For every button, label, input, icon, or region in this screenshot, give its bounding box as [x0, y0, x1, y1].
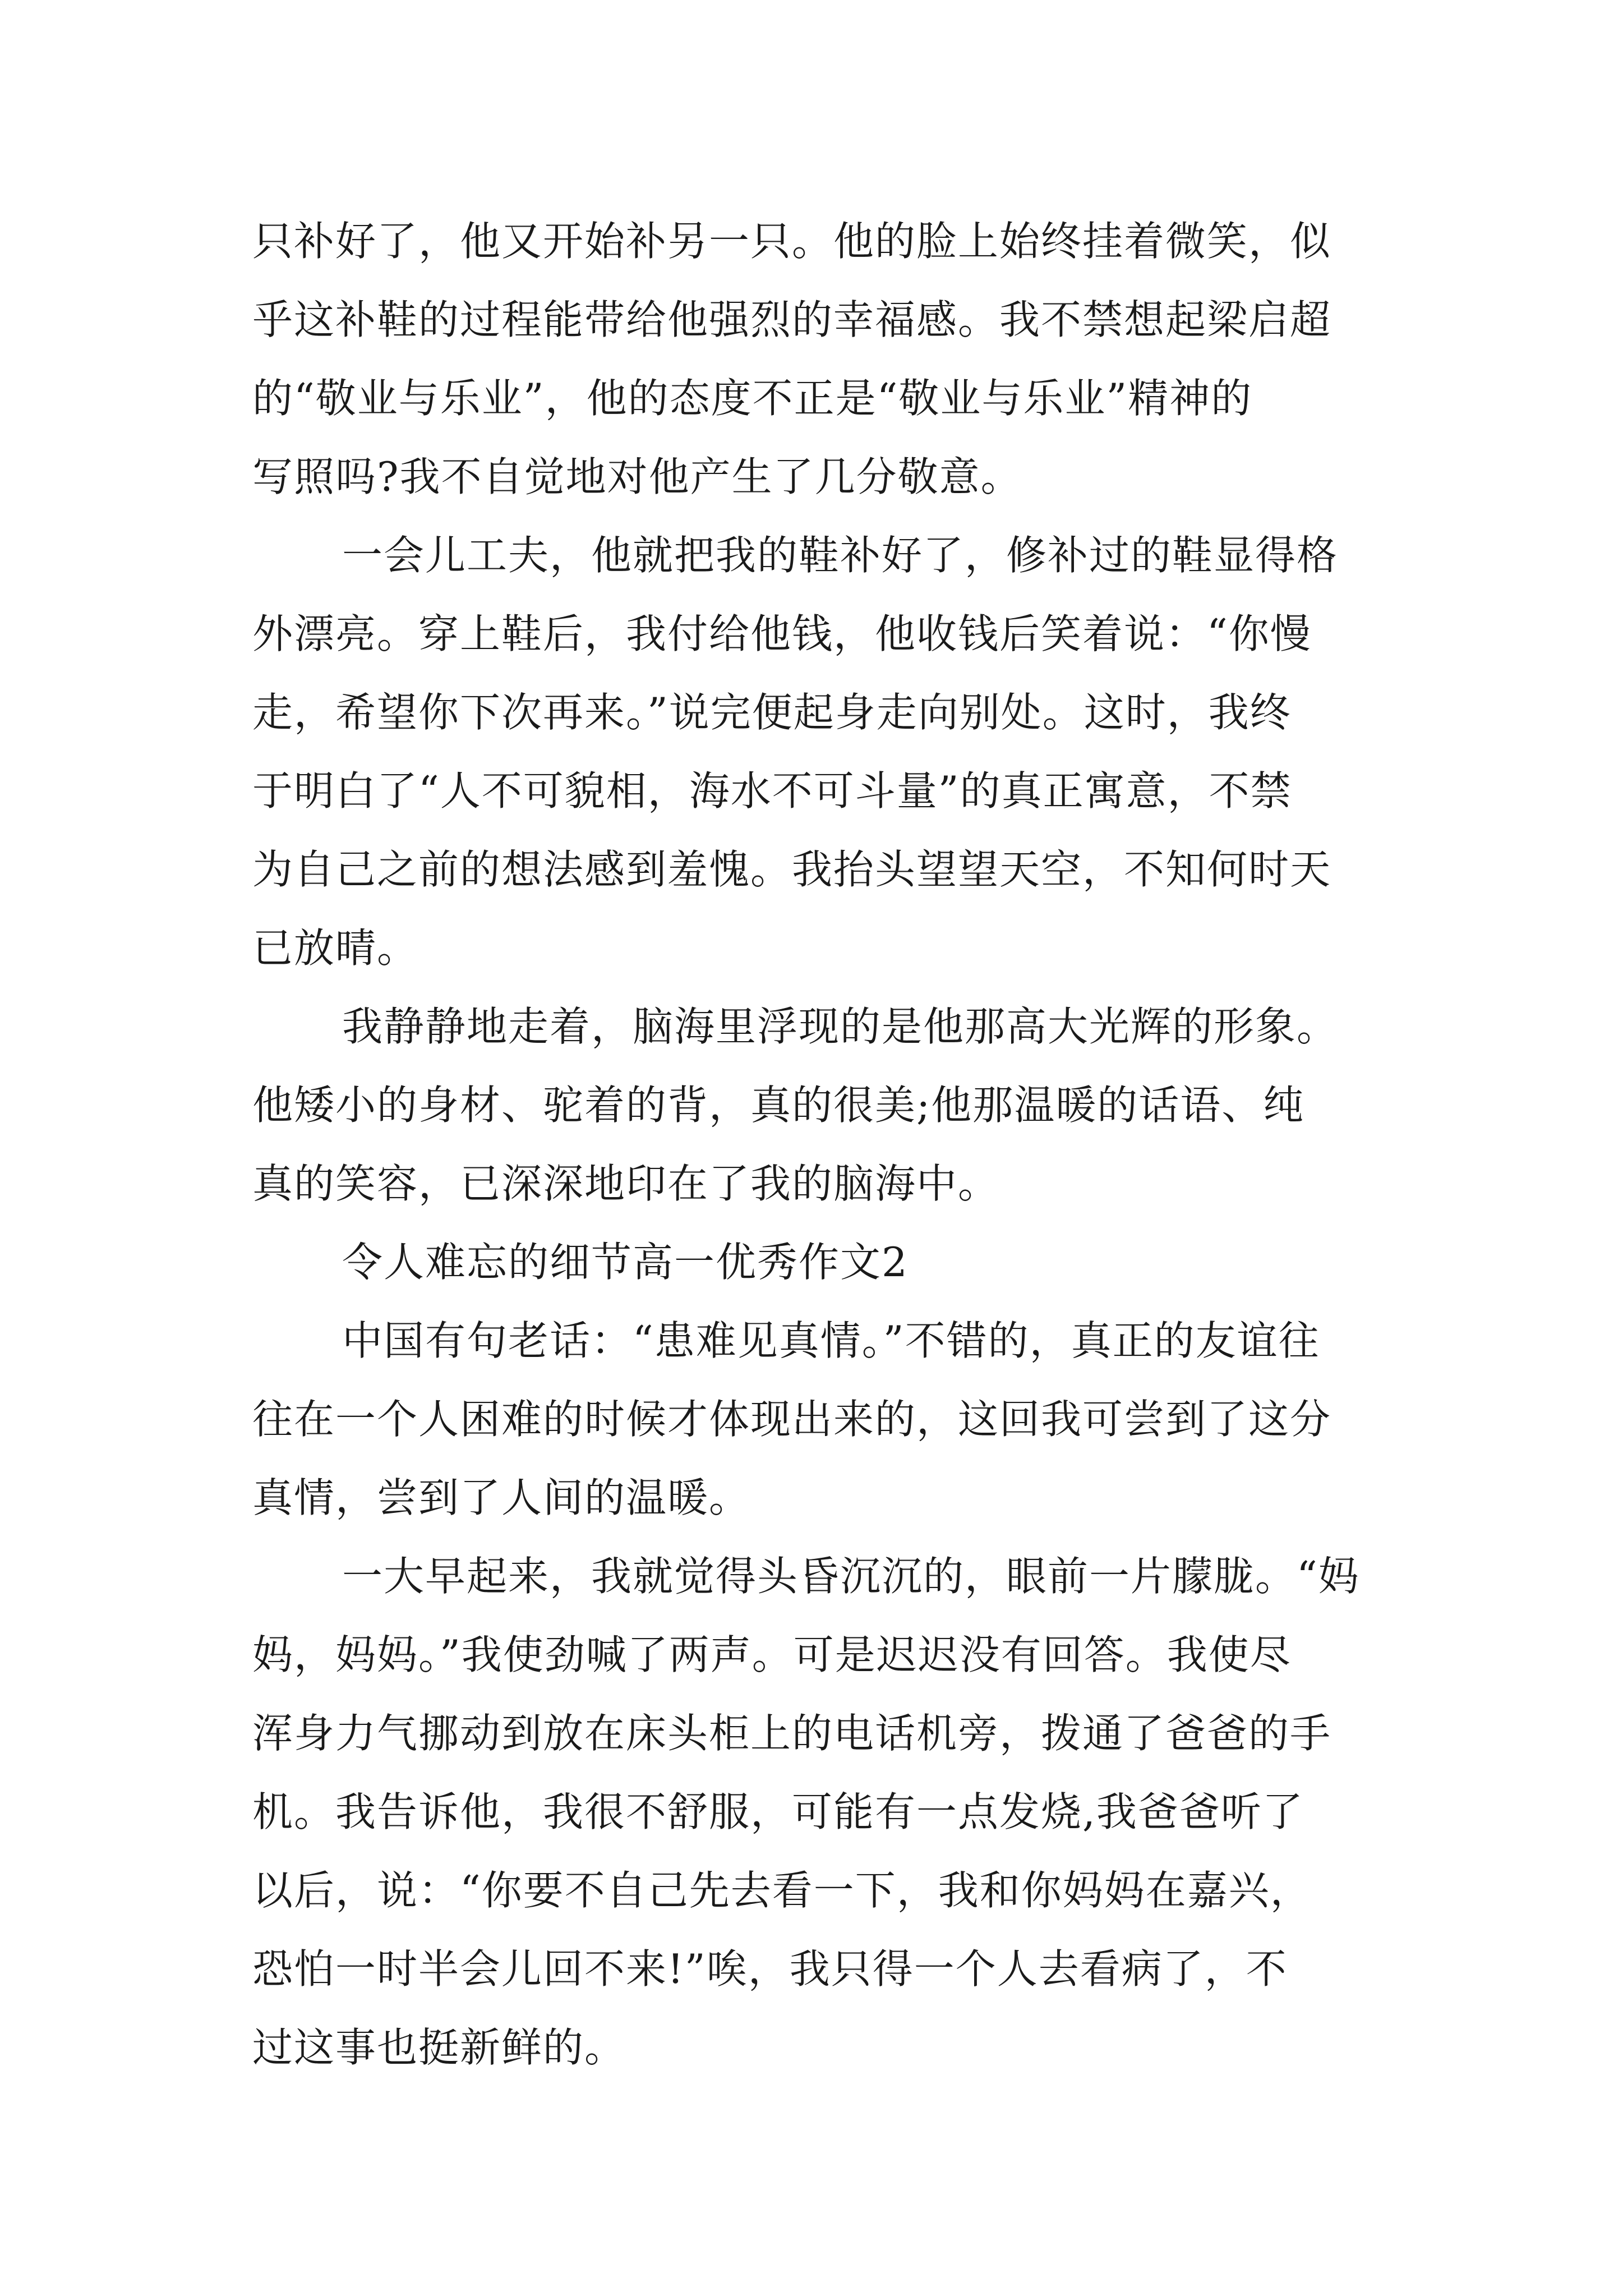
text-line: 以后，说：“你要不自己先去看一下，我和你妈妈在嘉兴，	[252, 1867, 1312, 1914]
text-line: 的“敬业与乐业”，他的态度不正是“敬业与乐业”精神的	[252, 375, 1253, 422]
text-line: 他矮小的身材、驼着的背，真的很美;他那温暖的话语、纯	[252, 1082, 1305, 1129]
text-line: 真的笑容，已深深地印在了我的脑海中。	[252, 1160, 1000, 1207]
text-line: 写照吗?我不自觉地对他产生了几分敬意。	[252, 453, 1022, 500]
text-line: 走，希望你下次再来。”说完便起身走向别处。这时，我终	[252, 689, 1292, 736]
text-line: 只补好了，他又开始补另一只。他的脸上始终挂着微笑，似	[252, 218, 1332, 265]
document-page	[252, 202, 1391, 2087]
section-heading: 令人难忘的细节高一优秀作文2	[342, 1239, 909, 1286]
paragraph-start-line: 一会儿工夫，他就把我的鞋补好了，修补过的鞋显得格	[342, 532, 1339, 579]
text-line: 于明白了“人不可貌相，海水不可斗量”的真正寓意，不禁	[252, 767, 1292, 815]
text-line: 妈，妈妈。”我使劲喊了两声。可是迟迟没有回答。我使尽	[252, 1631, 1292, 1678]
text-line: 过这事也挺新鲜的。	[252, 2024, 626, 2071]
text-line: 往在一个人困难的时候才体现出来的，这回我可尝到了这分	[252, 1396, 1332, 1443]
text-line: 乎这补鞋的过程能带给他强烈的幸福感。我不禁想起梁启超	[252, 296, 1332, 343]
text-line: 浑身力气挪动到放在床头柜上的电话机旁，拨通了爸爸的手	[252, 1710, 1332, 1757]
paragraph-start-line: 中国有句老话：“患难见真情。”不错的，真正的友谊往	[342, 1317, 1320, 1364]
text-line: 恐怕一时半会儿回不来!”唉，我只得一个人去看病了，不	[252, 1945, 1288, 1993]
paragraph-start-line: 一大早起来，我就觉得头昏沉沉的，眼前一片朦胧。“妈	[342, 1553, 1360, 1600]
paragraph-start-line: 我静静地走着，脑海里浮现的是他那高大光辉的形象。	[342, 1003, 1339, 1050]
text-line: 已放晴。	[252, 924, 419, 972]
text-line: 真情，尝到了人间的温暖。	[252, 1474, 751, 1521]
text-line: 外漂亮。穿上鞋后，我付给他钱，他收钱后笑着说：“你慢	[252, 610, 1312, 657]
text-line: 为自己之前的想法感到羞愧。我抬头望望天空，不知何时天	[252, 846, 1332, 893]
text-line: 机。我告诉他，我很不舒服，可能有一点发烧,我爸爸听了	[252, 1788, 1304, 1835]
